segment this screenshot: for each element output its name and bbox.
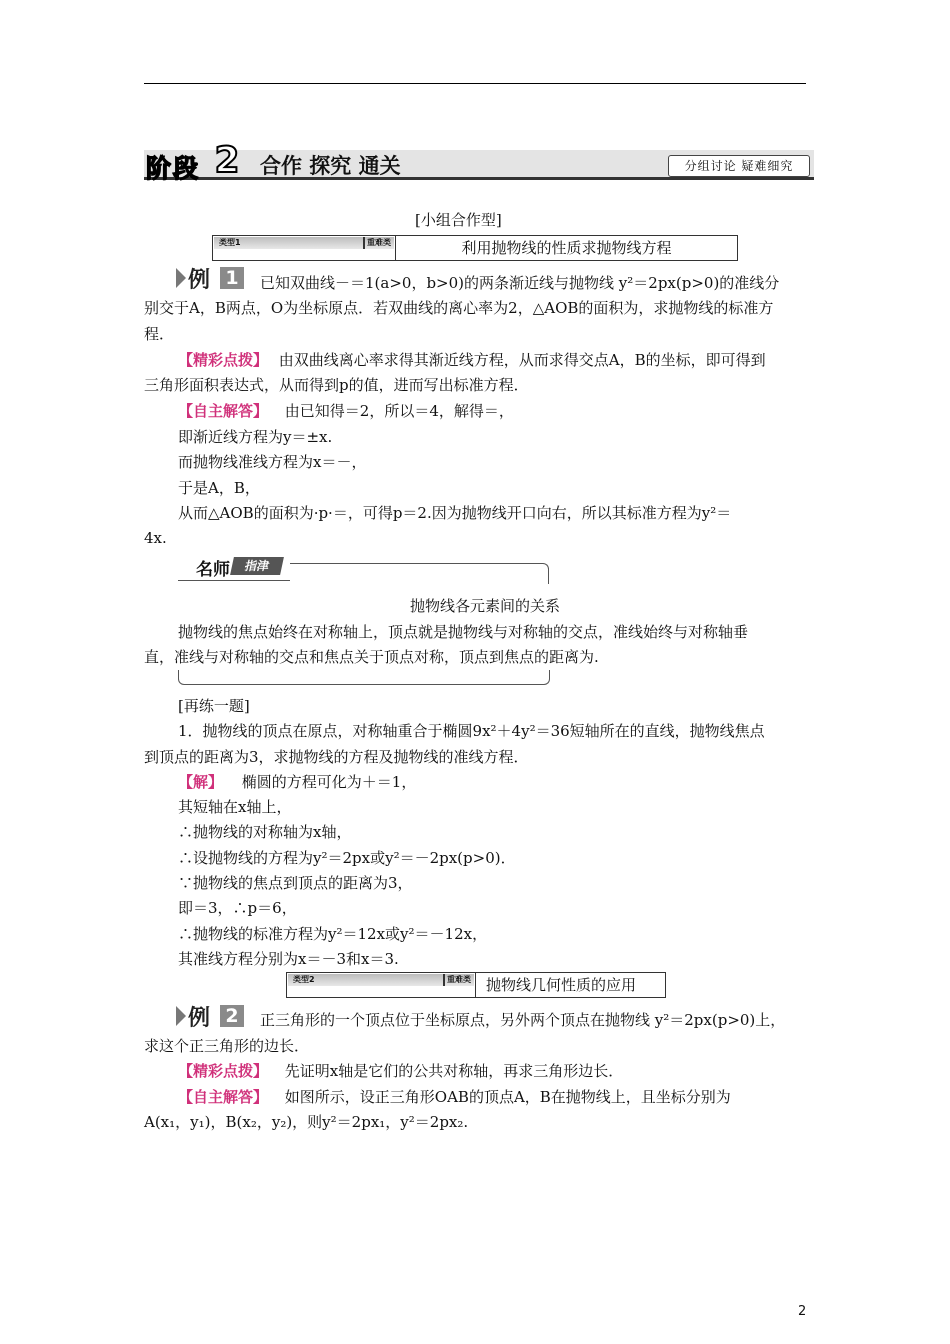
type1-title: 利用抛物线的性质求抛物线方程 [395,236,737,260]
answer-line: 即＝3，∴p＝6， [178,899,297,917]
sol2-label: 【自主解答】 [178,1088,269,1106]
top-rule [144,83,806,84]
answer-line: 其准线方程分别为x＝－3和x＝3. [178,950,399,968]
sol1-line: 而抛物线准线方程为x＝－， [178,453,367,471]
answer-line: ∵抛物线的焦点到顶点的距离为3， [178,874,413,892]
example1-word: 例 [188,268,211,293]
tip-header-underline [178,580,290,581]
example2-line: 求这个正三角形的边长． [144,1037,310,1055]
answer-label: 【解】 [178,773,224,791]
answer-line: ∴抛物线的标准方程为y²＝12x或y²＝－12x， [178,925,488,943]
example1-number: 1 [220,267,244,289]
type2-title: 抛物线几何性质的应用 [475,973,665,997]
sol1-line: 即渐近线方程为y＝±x. [178,428,333,446]
example-arrow-icon [176,268,186,288]
stage-number: 2 [214,140,240,181]
type1-tag: 重难类 [363,237,391,249]
hint2-label: 【精彩点拨】 [178,1062,269,1080]
tip-line: 直，准线与对称轴的交点和焦点关于顶点对称，顶点到焦点的距离为. [144,648,599,666]
sol2-row [178,1087,731,1107]
hint1-label: 【精彩点拨】 [178,351,269,369]
type2-tag: 重难类 [443,974,471,986]
example1-badge [176,265,246,291]
sol1-line: 从而△AOB的面积为·p·＝，可得p＝2.因为抛物线开口向右，所以其标准方程为y²＝ [178,504,732,522]
example-arrow-icon [176,1006,186,1026]
tip-word: 名师 [196,560,230,580]
tip-title: 抛物线各元素间的关系 [410,597,561,615]
tip-tag: 指津 [230,557,284,575]
sol1-label: 【自主解答】 [178,402,269,420]
hint2-text: 先证明x轴是它们的公共对称轴，再求三角形边长． [284,1062,624,1080]
type2-label: 类型2 [293,975,315,984]
stage-word: 阶段 [146,154,201,183]
practice-answer-row [178,772,416,792]
example1-line: 程． [144,325,175,343]
hint1-row [178,350,766,370]
example2-badge [176,1003,246,1029]
answer-line: ∴设抛物线的方程为y²＝2px或y²＝－2px(p>0)． [178,849,516,867]
page-number: 2 [798,1304,807,1319]
stage-title: 合作 探究 通关 [260,154,401,178]
tip-frame-bottom [178,670,550,685]
type2-box [286,972,666,998]
example2-line: 正三角形的一个顶点位于坐标原点，另外两个顶点在抛物线 y²＝2px(p>0)上， [260,1011,786,1029]
example2-word: 例 [188,1006,211,1031]
tip-line: 抛物线的焦点始终在对称轴上，顶点就是抛物线与对称轴的交点，准线始终与对称轴垂 [178,623,749,641]
stage-tag: 分组讨论 疑难细究 [668,155,810,177]
type1-box [212,235,738,261]
example1-line: 别交于A，B两点，O为坐标原点．若双曲线的离心率为2，△AOB的面积为，求抛物线的标准方 [144,299,774,317]
example1-line: 已知双曲线－＝1(a>0，b>0)的两条渐近线与抛物线 y²＝2px(p>0)的准线分 [260,274,780,292]
sol1-line: 于是A，B， [178,479,260,497]
hint2-row [178,1061,623,1081]
type1-label: 类型1 [219,238,241,247]
answer-line: 其短轴在x轴上， [178,798,292,816]
practice-question: 1．抛物线的顶点在原点，对称轴重合于椭圆9x²＋4y²＝36短轴所在的直线，抛物线焦点 [178,722,765,740]
sol2-line: A(x₁，y₁)，B(x₂，y₂)，则y²＝2px₁，y²＝2px₂. [144,1113,469,1131]
hint1-line: 三角形面积表达式，从而得到p的值，进而写出标准方程． [144,376,529,394]
answer-text: 椭圆的方程可化为＋＝1， [241,773,417,791]
sol1-text: 由已知得＝2，所以＝4，解得＝， [284,402,514,420]
example2-number: 2 [220,1005,244,1027]
tip-frame-top [290,563,549,584]
practice-label: [再练一题] [178,697,250,715]
section-label: [小组合作型] [415,211,502,229]
sol2-text: 如图所示，设正三角形OAB的顶点A，B在抛物线上，且坐标分别为 [284,1088,731,1106]
practice-question: 到顶点的距离为3，求抛物线的方程及抛物线的准线方程． [144,748,529,766]
hint1-text: 由双曲线离心率求得其渐近线方程，从而求得交点A，B的坐标，即可得到 [278,351,766,369]
sol1-row [178,401,514,421]
sol1-line: 4x. [144,529,167,547]
answer-line: ∴抛物线的对称轴为x轴， [178,823,352,841]
